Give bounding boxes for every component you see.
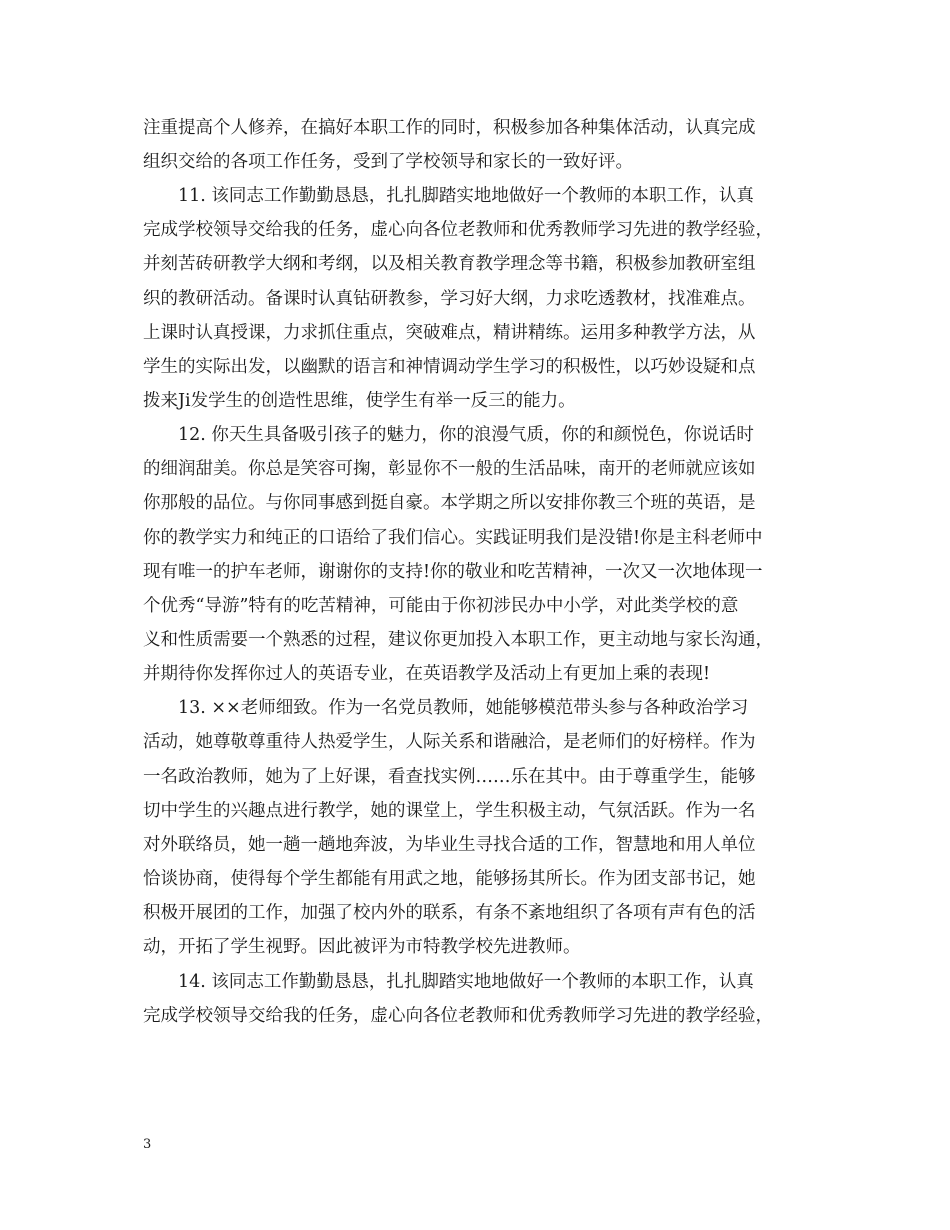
page-number: 3 — [143, 1137, 152, 1152]
text-line: 织的教研活动。备课时认真钻研教参，学习好大纲，力求吃透教材，找准难点。 — [143, 289, 756, 309]
text-line: 切中学生的兴趣点进行教学，她的课堂上，学生积极主动，气氛活跃。作为一名 — [143, 801, 756, 821]
text-line: 12. 你天生具备吸引孩子的魅力，你的浪漫气质，你的和颜悦色，你说话时 — [143, 425, 754, 445]
text-line: 现有唯一的护车老师，谢谢你的支持!你的敬业和吃苦精神，一次又一次地体现一 — [143, 562, 763, 582]
text-line: 你那般的品位。与你同事感到挺自豪。本学期之所以安排你教三个班的英语，是 — [143, 493, 756, 513]
text-line: 学生的实际出发，以幽默的语言和神情调动学生学习的积极性，以巧妙设疑和点 — [143, 357, 756, 377]
text-line: 11. 该同志工作勤勤恳恳，扎扎脚踏实地地做好一个教师的本职工作，认真 — [143, 186, 754, 206]
text-line: 并刻苦砖研教学大纲和考纲，以及相关教育教学理念等书籍，积极参加教研室组 — [143, 254, 756, 274]
text-line: 13. ××老师细致。作为一名党员教师，她能够模范带头参与各种政治学习 — [143, 698, 749, 718]
text-line: 14. 该同志工作勤勤恳恳，扎扎脚踏实地地做好一个教师的本职工作，认真 — [143, 972, 754, 992]
text-line: 并期待你发挥你过人的英语专业，在英语教学及活动上有更加上乘的表现! — [143, 664, 711, 684]
text-line: 积极开展团的工作，加强了校内外的联系，有条不紊地组织了各项有声有色的活 — [143, 903, 756, 923]
text-line: 完成学校领导交给我的任务，虚心向各位老教师和优秀教师学习先进的教学经验， — [143, 220, 773, 240]
text-line: 完成学校领导交给我的任务，虚心向各位老教师和优秀教师学习先进的教学经验， — [143, 1006, 773, 1026]
text-line: 组织交给的各项工作任务，受到了学校领导和家长的一致好评。 — [143, 152, 633, 172]
text-line: 的细润甜美。你总是笑容可掬，彰显你不一般的生活品味，南开的老师就应该如 — [143, 459, 756, 479]
text-line: 个优秀“导游”特有的吃苦精神，可能由于你初涉民办中小学，对此类学校的意 — [143, 596, 739, 616]
text-line: 你的教学实力和纯正的口语给了我们信心。实践证明我们是没错!你是主科老师中 — [143, 528, 763, 548]
text-line: 义和性质需要一个熟悉的过程，建议你更加投入本职工作，更主动地与家长沟通， — [143, 630, 773, 650]
text-line: 拨来Ji发学生的创造性思维，使学生有举一反三的能力。 — [143, 391, 576, 411]
text-line: 动，开拓了学生视野。因此被评为市特教学校先进教师。 — [143, 937, 581, 957]
text-line: 上课时认真授课，力求抓住重点，突破难点，精讲精练。运用多种教学方法，从 — [143, 323, 756, 343]
text-line: 一名政治教师，她为了上好课，看查找实例……乐在其中。由于尊重学生，能够 — [143, 767, 756, 787]
text-line: 恰谈协商，使得每个学生都能有用武之地，能够扬其所长。作为团支部书记，她 — [143, 869, 756, 889]
text-line: 对外联络员，她一趟一趟地奔波，为毕业生寻找合适的工作，智慧地和用人单位 — [143, 835, 756, 855]
text-line: 活动，她尊敬尊重待人热爱学生，人际关系和谐融洽，是老师们的好榜样。作为 — [143, 732, 756, 752]
text-line: 注重提高个人修养，在搞好本职工作的同时，积极参加各种集体活动，认真完成 — [143, 118, 756, 138]
